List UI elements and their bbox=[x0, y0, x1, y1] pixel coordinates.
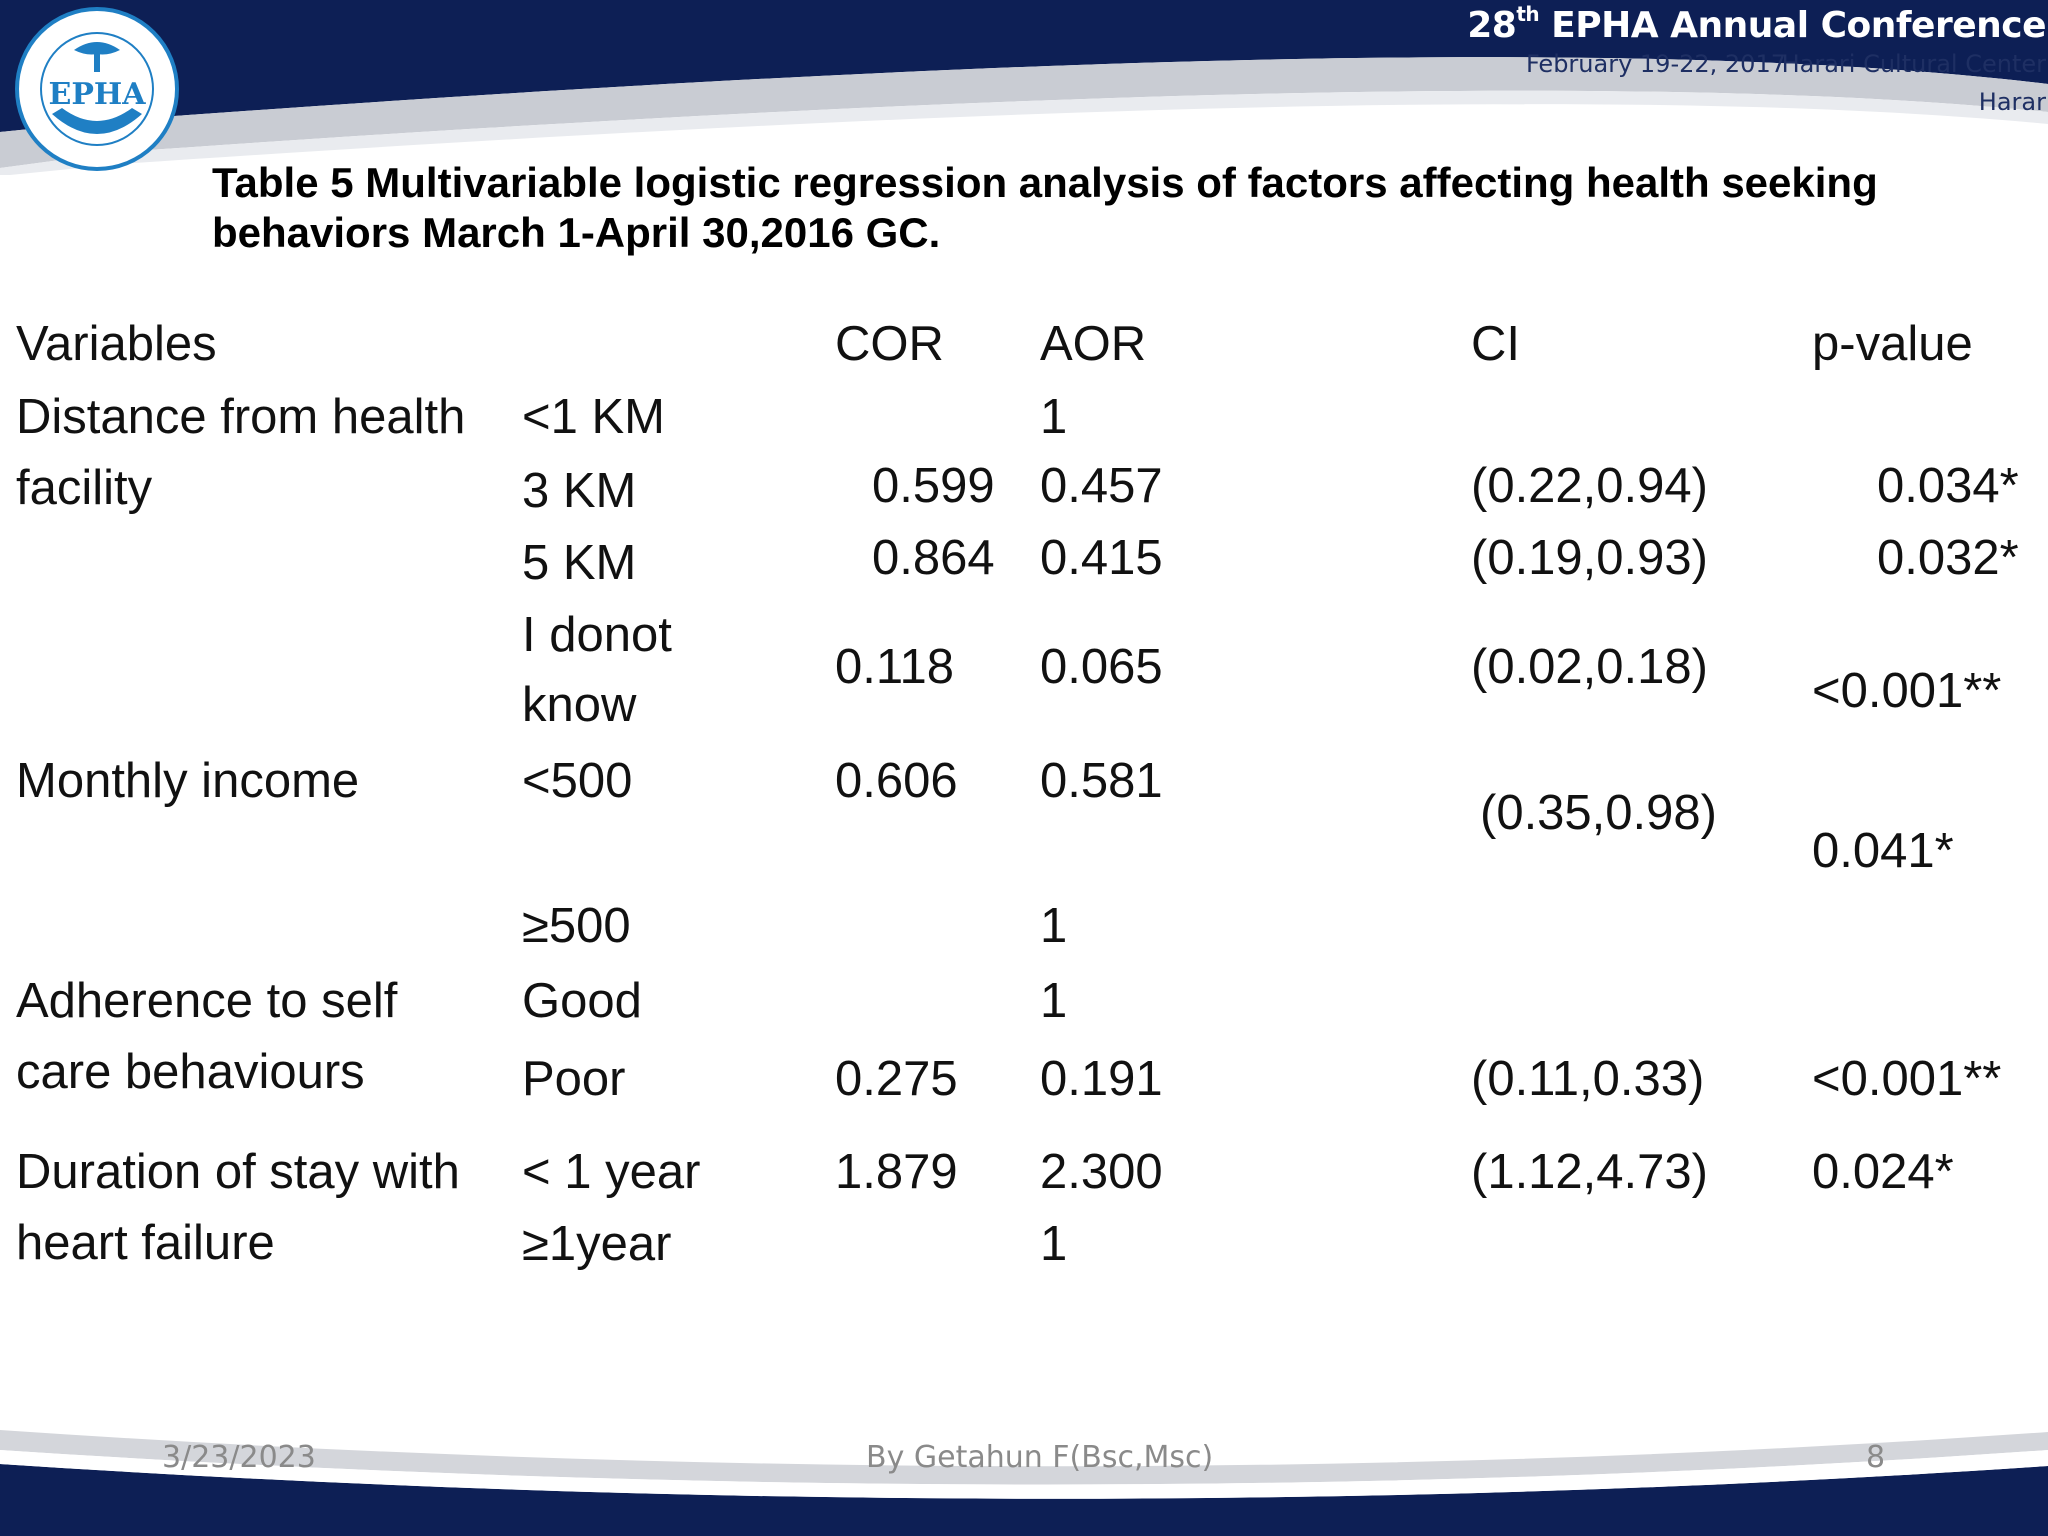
aor-cell: 0.581 bbox=[1040, 754, 1163, 808]
epha-logo bbox=[12, 4, 182, 174]
logo-text: EPHA bbox=[48, 77, 146, 112]
header-cor: COR bbox=[835, 317, 944, 371]
cor-cell: 0.599 bbox=[872, 459, 995, 513]
ci-cell: (0.11,0.33) bbox=[1471, 1052, 1705, 1106]
ci-cell: (1.12,4.73) bbox=[1471, 1145, 1708, 1199]
category-cell: 3 KM bbox=[522, 464, 637, 518]
aor-cell: 0.415 bbox=[1040, 531, 1163, 585]
cor-cell: 0.275 bbox=[835, 1052, 958, 1106]
category-cell-line2: know bbox=[522, 678, 637, 732]
cor-cell: 0.118 bbox=[835, 640, 954, 694]
table-title: Table 5 Multivariable logistic regression analysis of factors affecting health seeking behaviors March 1-April 30,2016 GC. bbox=[212, 159, 1878, 256]
header-p-value: p-value bbox=[1812, 317, 1973, 371]
ci-cell: (0.22,0.94) bbox=[1471, 459, 1708, 513]
aor-cell: 1 bbox=[1040, 974, 1068, 1028]
group-adherence-line1: Adherence to self bbox=[16, 974, 398, 1028]
aor-cell: 2.300 bbox=[1040, 1145, 1163, 1199]
aor-cell: 0.065 bbox=[1040, 640, 1163, 694]
p-value-cell: 0.041* bbox=[1812, 824, 1954, 878]
p-value-cell: 0.024* bbox=[1812, 1145, 1954, 1199]
category-cell: <500 bbox=[522, 754, 633, 808]
category-cell: <1 KM bbox=[522, 390, 665, 444]
ci-cell: (0.35,0.98) bbox=[1480, 786, 1717, 840]
aor-cell: 0.191 bbox=[1040, 1052, 1163, 1106]
category-cell: 5 KM bbox=[522, 536, 637, 590]
category-cell-line1: I donot bbox=[522, 608, 672, 662]
conference-city: Harar bbox=[1978, 88, 2046, 116]
category-cell: ≥1year bbox=[522, 1217, 672, 1271]
footer-page-number: 8 bbox=[1866, 1440, 1886, 1475]
header-ci: CI bbox=[1471, 317, 1520, 371]
p-value-cell: <0.001** bbox=[1812, 664, 2002, 718]
aor-cell: 1 bbox=[1040, 899, 1068, 953]
group-income: Monthly income bbox=[16, 754, 360, 808]
ci-cell: (0.19,0.93) bbox=[1471, 531, 1708, 585]
group-distance-line1: Distance from health bbox=[16, 390, 466, 444]
category-cell: Good bbox=[522, 974, 642, 1028]
conference-venue: Harari Cultural Center bbox=[1781, 50, 2046, 78]
footer-author: By Getahun F(Bsc,Msc) bbox=[866, 1440, 1214, 1475]
group-distance-line2: facility bbox=[16, 461, 153, 515]
cor-cell: 1.879 bbox=[835, 1145, 958, 1199]
conference-dates: February 19-22, 2017 bbox=[1525, 50, 1786, 78]
ci-cell: (0.02,0.18) bbox=[1471, 640, 1708, 694]
group-adherence-line2: care behaviours bbox=[16, 1045, 365, 1099]
group-duration-line1: Duration of stay with bbox=[16, 1145, 460, 1199]
p-value-cell: 0.034* bbox=[1877, 459, 2019, 513]
aor-cell: 1 bbox=[1040, 390, 1068, 444]
cor-cell: 0.864 bbox=[872, 531, 995, 585]
category-cell: ≥500 bbox=[522, 899, 631, 953]
cor-cell: 0.606 bbox=[835, 754, 958, 808]
header-variables: Variables bbox=[16, 317, 217, 371]
aor-cell: 0.457 bbox=[1040, 459, 1163, 513]
category-cell: < 1 year bbox=[522, 1145, 701, 1199]
footer-date: 3/23/2023 bbox=[162, 1440, 316, 1475]
p-value-cell: 0.032* bbox=[1877, 531, 2019, 585]
aor-cell: 1 bbox=[1040, 1217, 1068, 1271]
group-duration-line2: heart failure bbox=[16, 1216, 275, 1270]
header-aor: AOR bbox=[1040, 317, 1147, 371]
p-value-cell: <0.001** bbox=[1812, 1052, 2002, 1106]
conference-title: 28th EPHA Annual Conference bbox=[1467, 2, 2046, 46]
category-cell: Poor bbox=[522, 1052, 626, 1106]
